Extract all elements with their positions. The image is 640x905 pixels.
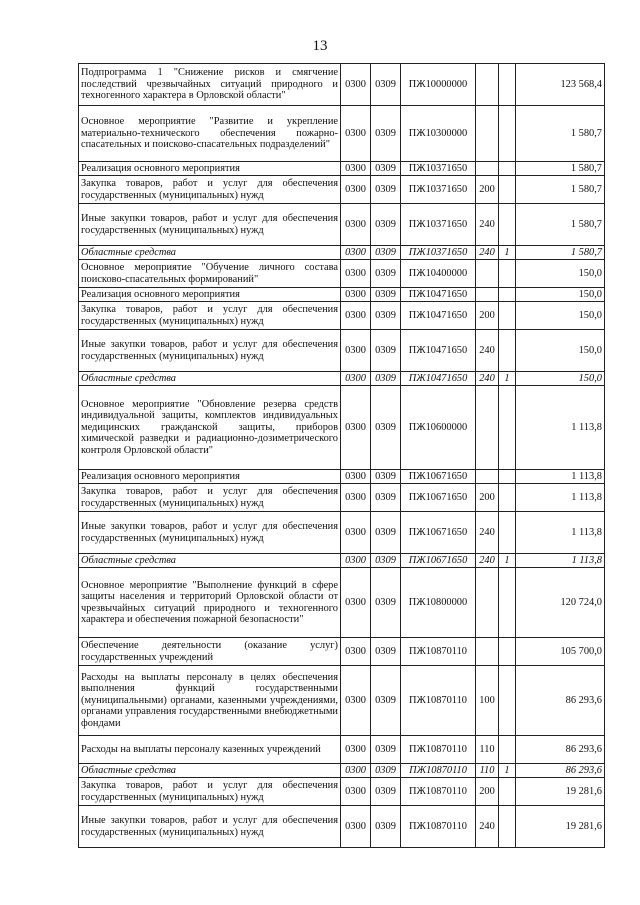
cell-expense-type (476, 470, 499, 484)
cell-description: Реализация основного мероприятия (79, 162, 341, 176)
cell-section: 0300 (341, 484, 371, 512)
cell-subsection: 0309 (371, 512, 401, 554)
cell-target-article: ПЖ10300000 (401, 106, 476, 162)
cell-section: 0300 (341, 330, 371, 372)
cell-subsection: 0309 (371, 372, 401, 386)
cell-section: 0300 (341, 778, 371, 806)
cell-description: Иные закупки товаров, работ и услуг для обеспечения государственных (муниципальных) нужд (79, 512, 341, 554)
cell-description: Расходы на выплаты персоналу казенных учреждений (79, 736, 341, 764)
cell-expense-type: 240 (476, 554, 499, 568)
cell-subsection: 0309 (371, 330, 401, 372)
table-row (79, 470, 605, 484)
cell-amount: 150,0 (516, 302, 605, 330)
cell-expense-type (476, 162, 499, 176)
cell-amount: 1 580,7 (516, 204, 605, 246)
cell-section: 0300 (341, 302, 371, 330)
table-row (79, 106, 605, 162)
table-row (79, 288, 605, 302)
table-row (79, 330, 605, 372)
cell-subsection: 0309 (371, 162, 401, 176)
cell-amount: 1 580,7 (516, 176, 605, 204)
cell-subsection: 0309 (371, 204, 401, 246)
cell-section: 0300 (341, 204, 371, 246)
cell-subsection: 0309 (371, 554, 401, 568)
cell-section: 0300 (341, 246, 371, 260)
cell-amount: 150,0 (516, 288, 605, 302)
cell-amount: 1 580,7 (516, 162, 605, 176)
cell-section: 0300 (341, 162, 371, 176)
cell-target-article: ПЖ10870110 (401, 638, 476, 666)
cell-funding-source (499, 106, 516, 162)
cell-description: Областные средства (79, 764, 341, 778)
cell-subsection: 0309 (371, 302, 401, 330)
cell-funding-source (499, 64, 516, 106)
cell-funding-source: 1 (499, 764, 516, 778)
cell-section: 0300 (341, 764, 371, 778)
cell-amount: 1 113,8 (516, 484, 605, 512)
cell-subsection: 0309 (371, 386, 401, 470)
cell-amount: 120 724,0 (516, 568, 605, 638)
cell-target-article: ПЖ10000000 (401, 64, 476, 106)
cell-amount: 1 113,8 (516, 470, 605, 484)
cell-expense-type (476, 64, 499, 106)
cell-expense-type: 200 (476, 302, 499, 330)
cell-description: Закупка товаров, работ и услуг для обеспечения государственных (муниципальных) нужд (79, 302, 341, 330)
cell-target-article: ПЖ10371650 (401, 176, 476, 204)
cell-description: Подпрограмма 1 "Снижение рисков и смягчение последствий чрезвычайных ситуаций природного и техногенного характера в Орловской области" (79, 64, 341, 106)
cell-expense-type (476, 106, 499, 162)
cell-target-article: ПЖ10471650 (401, 288, 476, 302)
cell-subsection: 0309 (371, 568, 401, 638)
cell-description: Реализация основного мероприятия (79, 470, 341, 484)
cell-subsection: 0309 (371, 736, 401, 764)
cell-expense-type: 200 (476, 778, 499, 806)
table-row (79, 778, 605, 806)
table-row (79, 162, 605, 176)
cell-subsection: 0309 (371, 778, 401, 806)
cell-section: 0300 (341, 64, 371, 106)
cell-target-article: ПЖ10870110 (401, 736, 476, 764)
table-row (79, 302, 605, 330)
table-row (79, 64, 605, 106)
cell-amount: 86 293,6 (516, 764, 605, 778)
cell-subsection: 0309 (371, 666, 401, 736)
table-row (79, 204, 605, 246)
cell-section: 0300 (341, 554, 371, 568)
cell-section: 0300 (341, 288, 371, 302)
cell-description: Областные средства (79, 372, 341, 386)
cell-funding-source (499, 260, 516, 288)
cell-funding-source (499, 484, 516, 512)
cell-funding-source: 1 (499, 554, 516, 568)
cell-subsection: 0309 (371, 176, 401, 204)
cell-subsection: 0309 (371, 764, 401, 778)
cell-section: 0300 (341, 666, 371, 736)
budget-table (78, 63, 605, 848)
cell-section: 0300 (341, 106, 371, 162)
cell-description: Закупка товаров, работ и услуг для обеспечения государственных (муниципальных) нужд (79, 484, 341, 512)
cell-expense-type: 110 (476, 764, 499, 778)
cell-target-article: ПЖ10671650 (401, 470, 476, 484)
cell-expense-type (476, 638, 499, 666)
table-row (79, 736, 605, 764)
cell-target-article: ПЖ10870110 (401, 778, 476, 806)
cell-target-article: ПЖ10870110 (401, 666, 476, 736)
cell-expense-type: 110 (476, 736, 499, 764)
cell-funding-source (499, 666, 516, 736)
cell-subsection: 0309 (371, 638, 401, 666)
cell-expense-type: 240 (476, 806, 499, 848)
cell-amount: 150,0 (516, 260, 605, 288)
cell-subsection: 0309 (371, 260, 401, 288)
table-row (79, 666, 605, 736)
cell-section: 0300 (341, 512, 371, 554)
cell-amount: 19 281,6 (516, 778, 605, 806)
cell-description: Иные закупки товаров, работ и услуг для обеспечения государственных (муниципальных) нужд (79, 806, 341, 848)
cell-funding-source (499, 736, 516, 764)
cell-funding-source (499, 638, 516, 666)
table-row (79, 764, 605, 778)
cell-section: 0300 (341, 260, 371, 288)
cell-description: Иные закупки товаров, работ и услуг для обеспечения государственных (муниципальных) нужд (79, 204, 341, 246)
cell-subsection: 0309 (371, 246, 401, 260)
cell-expense-type: 240 (476, 372, 499, 386)
cell-section: 0300 (341, 372, 371, 386)
cell-description: Основное мероприятие "Обновление резерва средств индивидуальной защиты, комплектов индивидуальных медицинских гражданской защиты, приборов химической разведки и радиационно-дозиметрического контроля Орловской области" (79, 386, 341, 470)
cell-amount: 1 580,7 (516, 106, 605, 162)
cell-section: 0300 (341, 176, 371, 204)
cell-expense-type: 240 (476, 330, 499, 372)
cell-expense-type (476, 568, 499, 638)
cell-amount: 123 568,4 (516, 64, 605, 106)
cell-expense-type (476, 260, 499, 288)
cell-subsection: 0309 (371, 106, 401, 162)
cell-funding-source (499, 302, 516, 330)
cell-section: 0300 (341, 806, 371, 848)
cell-target-article: ПЖ10471650 (401, 330, 476, 372)
cell-target-article: ПЖ10870110 (401, 806, 476, 848)
cell-description: Иные закупки товаров, работ и услуг для обеспечения государственных (муниципальных) нужд (79, 330, 341, 372)
cell-funding-source (499, 568, 516, 638)
cell-target-article: ПЖ10371650 (401, 204, 476, 246)
cell-target-article: ПЖ10471650 (401, 372, 476, 386)
cell-funding-source (499, 176, 516, 204)
cell-target-article: ПЖ10400000 (401, 260, 476, 288)
cell-expense-type: 200 (476, 484, 499, 512)
cell-amount: 150,0 (516, 372, 605, 386)
cell-section: 0300 (341, 386, 371, 470)
table-body (79, 64, 605, 848)
cell-target-article: ПЖ10870110 (401, 764, 476, 778)
cell-expense-type (476, 386, 499, 470)
cell-section: 0300 (341, 638, 371, 666)
table-row (79, 260, 605, 288)
cell-section: 0300 (341, 470, 371, 484)
cell-subsection: 0309 (371, 470, 401, 484)
cell-subsection: 0309 (371, 806, 401, 848)
table-row (79, 512, 605, 554)
table-row (79, 386, 605, 470)
cell-section: 0300 (341, 736, 371, 764)
cell-expense-type: 240 (476, 512, 499, 554)
cell-funding-source (499, 204, 516, 246)
page-number: 13 (312, 38, 328, 54)
cell-target-article: ПЖ10671650 (401, 554, 476, 568)
cell-description: Закупка товаров, работ и услуг для обеспечения государственных (муниципальных) нужд (79, 778, 341, 806)
cell-expense-type: 200 (476, 176, 499, 204)
cell-subsection: 0309 (371, 288, 401, 302)
cell-target-article: ПЖ10471650 (401, 302, 476, 330)
table-row (79, 806, 605, 848)
cell-description: Основное мероприятие "Обучение личного состава поисково-спасательных формирований" (79, 260, 341, 288)
cell-target-article: ПЖ10371650 (401, 162, 476, 176)
cell-amount: 86 293,6 (516, 736, 605, 764)
cell-target-article: ПЖ10600000 (401, 386, 476, 470)
table-row (79, 568, 605, 638)
cell-funding-source (499, 512, 516, 554)
table-row (79, 638, 605, 666)
cell-funding-source (499, 778, 516, 806)
cell-expense-type: 100 (476, 666, 499, 736)
cell-amount: 1 113,8 (516, 512, 605, 554)
cell-description: Областные средства (79, 554, 341, 568)
cell-description: Расходы на выплаты персоналу в целях обеспечения выполнения функций государственными (муниципальными) органами, казенными учреждениями, органами управления государственными внебюджетными фондами (79, 666, 341, 736)
cell-expense-type: 240 (476, 204, 499, 246)
table-row (79, 246, 605, 260)
cell-amount: 1 113,8 (516, 554, 605, 568)
cell-description: Основное мероприятие "Развитие и укрепление материально-технического обеспечения пожарно-спасательных и поисково-спасательных подразделений" (79, 106, 341, 162)
table-row (79, 176, 605, 204)
cell-amount: 86 293,6 (516, 666, 605, 736)
cell-expense-type (476, 288, 499, 302)
cell-description: Реализация основного мероприятия (79, 288, 341, 302)
cell-expense-type: 240 (476, 246, 499, 260)
cell-funding-source (499, 806, 516, 848)
cell-description: Обеспечение деятельности (оказание услуг) государственных учреждений (79, 638, 341, 666)
cell-funding-source: 1 (499, 372, 516, 386)
cell-target-article: ПЖ10371650 (401, 246, 476, 260)
cell-target-article: ПЖ10671650 (401, 512, 476, 554)
cell-funding-source (499, 330, 516, 372)
cell-description: Областные средства (79, 246, 341, 260)
cell-amount: 1 113,8 (516, 386, 605, 470)
cell-funding-source (499, 288, 516, 302)
cell-target-article: ПЖ10671650 (401, 484, 476, 512)
cell-funding-source (499, 386, 516, 470)
table-row (79, 372, 605, 386)
cell-subsection: 0309 (371, 64, 401, 106)
cell-amount: 105 700,0 (516, 638, 605, 666)
cell-amount: 150,0 (516, 330, 605, 372)
table-row (79, 554, 605, 568)
cell-amount: 1 580,7 (516, 246, 605, 260)
cell-target-article: ПЖ10800000 (401, 568, 476, 638)
cell-subsection: 0309 (371, 484, 401, 512)
cell-description: Основное мероприятие "Выполнение функций в сфере защиты населения и территорий Орловской области от чрезвычайных ситуаций природного и техногенного характера и обеспечения пожарной безопасности" (79, 568, 341, 638)
cell-funding-source (499, 470, 516, 484)
cell-funding-source (499, 162, 516, 176)
cell-section: 0300 (341, 568, 371, 638)
cell-amount: 19 281,6 (516, 806, 605, 848)
table-row (79, 484, 605, 512)
cell-funding-source: 1 (499, 246, 516, 260)
cell-description: Закупка товаров, работ и услуг для обеспечения государственных (муниципальных) нужд (79, 176, 341, 204)
